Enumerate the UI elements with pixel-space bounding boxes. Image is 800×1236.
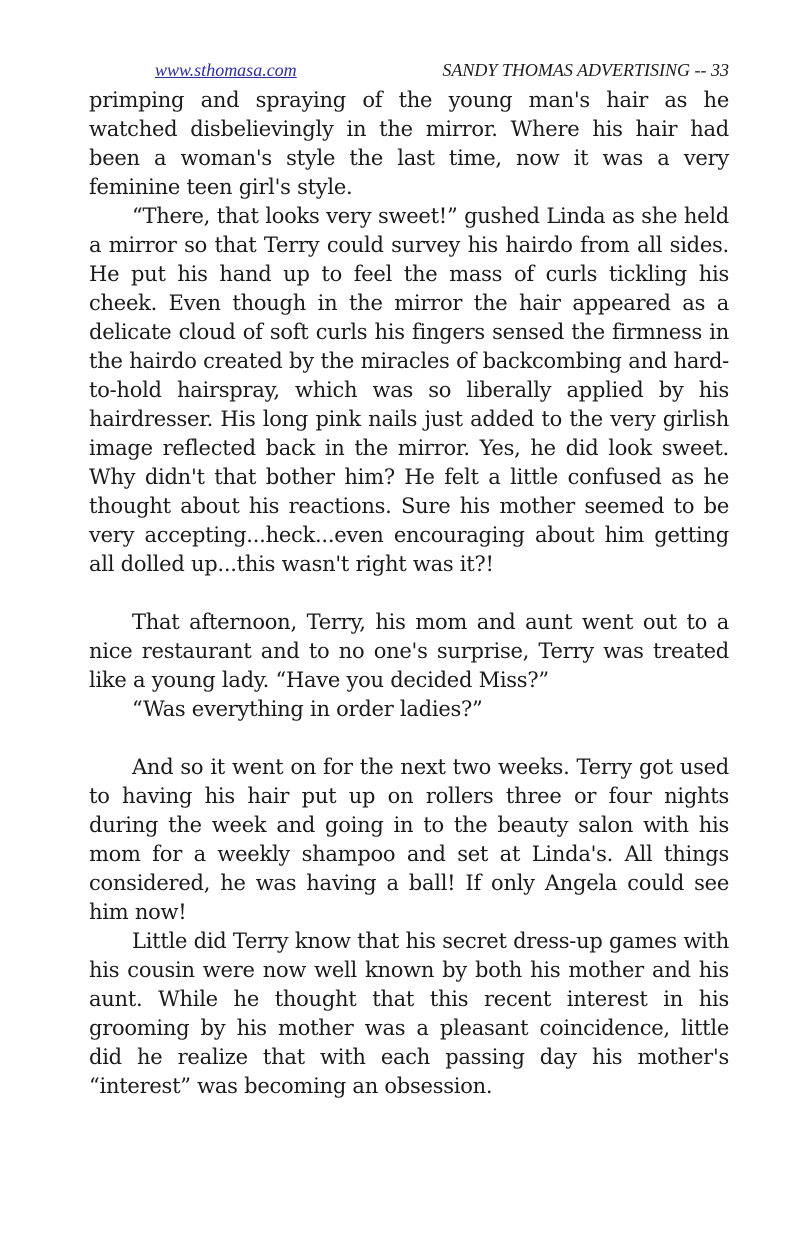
paragraph-two-weeks: And so it went on for the next two weeks. Terry got used to having his hair put up on rollers three or four nights during the week and going in to the beauty salon with his mom for a weekly shampoo and set at Linda's. All things considered, he was having a ball! If only Angela could see him now! [89,755,729,924]
paragraph-restaurant: That afternoon, Terry, his mom and aunt went out to a nice restaurant and to no one's surprise, Terry was treated like a young lady. “Have you decided Miss?” [89,610,729,692]
running-title: SANDY THOMAS ADVERTISING -- 33 [442,60,729,80]
paragraph-continuation: primping and spraying of the young man's hair as he watched disbelievingly in the mirror. Where his hair had been a woman's style the last time, now it was a very feminine teen girl's style. [89,88,729,199]
book-page [89,58,729,1101]
paragraph-gap [89,579,729,608]
paragraph-secret: Little did Terry know that his secret dress-up games with his cousin were now well known by both his mother and his aunt. While he thought that this recent interest in his grooming by his mother was a pleasant coincidence, little did he realize that with each passing day his mother's “interest” was becoming an obsession. [89,929,729,1098]
paragraph-linda-mirror: “There, that looks very sweet!” gushed Linda as she held a mirror so that Terry could survey his hairdo from all sides. He put his hand up to feel the mass of curls tickling his cheek. Even though in the mirror the hair appeared as a delicate cloud of soft curls his fingers sensed the firmness in the hairdo created by the miracles of backcombing and hard-to-hold hairspray, which was so liberally applied by his hairdresser. His long pink nails just added to the very girlish image reflected back in the mirror. Yes, he did look sweet. Why didn't that bother him? He felt a little confused as he thought about his reactions. Sure his mother seemed to be very accepting...heck...even encouraging about him getting all dolled up...this wasn't right was it?! [89,204,729,576]
paragraph-gap [89,724,729,753]
body-text [89,86,729,1101]
paragraph-waiter-question: “Was everything in order ladies?” [132,697,483,721]
website-link[interactable]: www.sthomasa.com [155,60,297,80]
page-header [89,58,729,86]
